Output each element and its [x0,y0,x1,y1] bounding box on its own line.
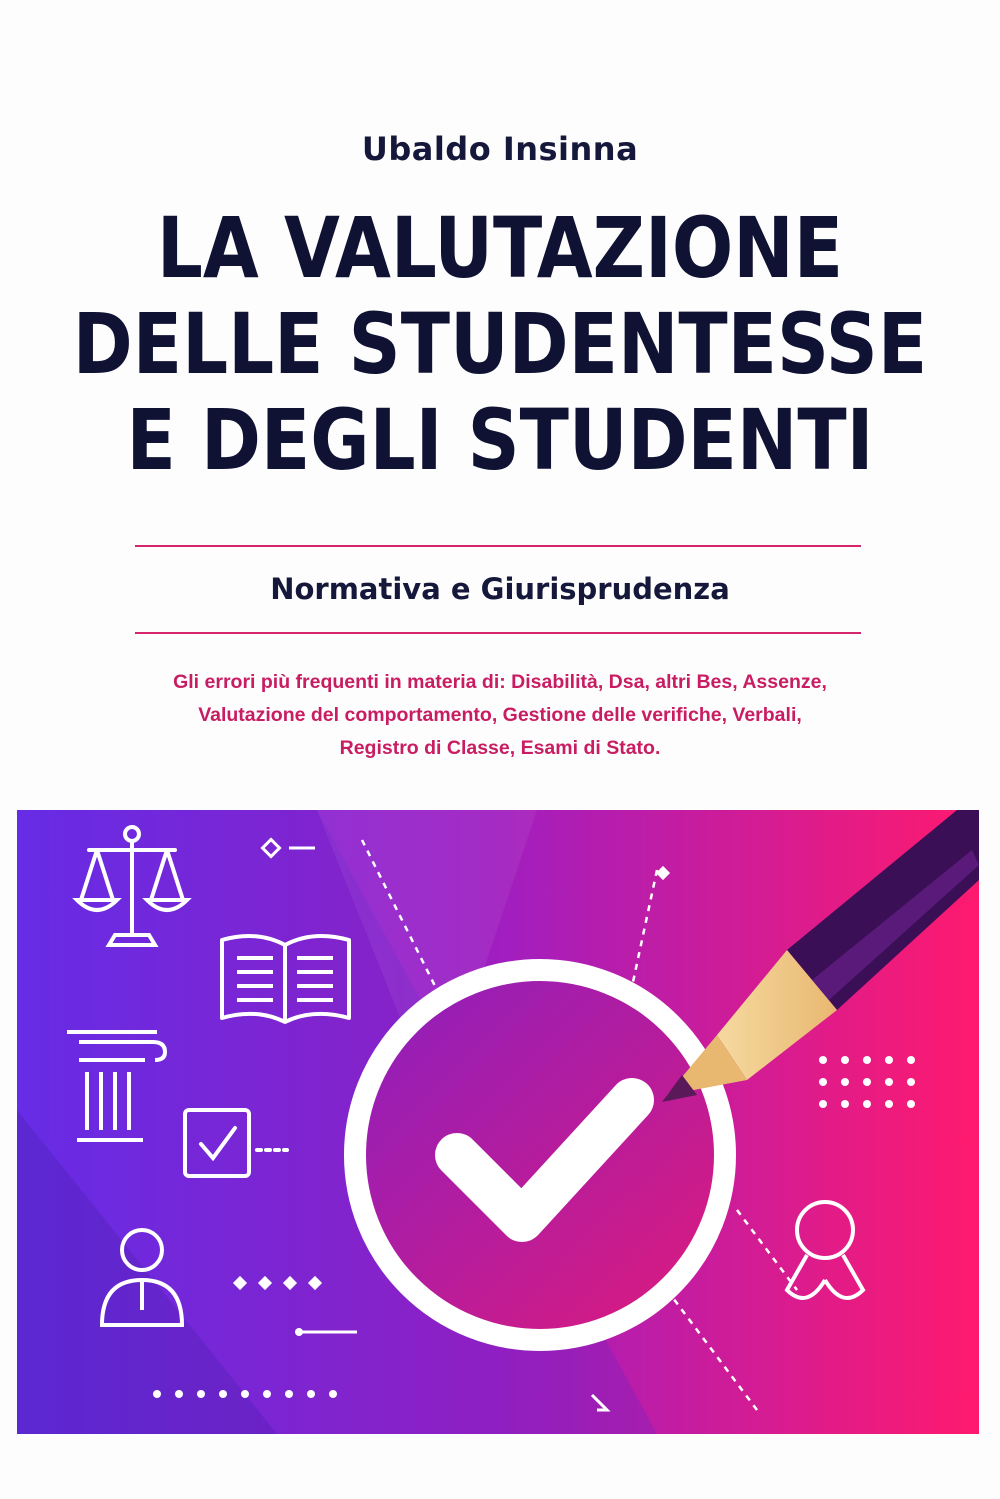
checkmark-circle-icon [355,970,725,1340]
title-line-1: LA VALUTAZIONE [156,199,844,297]
title-line-2: DELLE STUDENTESSE [72,295,928,393]
cover-illustration [17,810,979,1434]
book-title [0,200,1000,488]
title-line-3: E DEGLI STUDENTI [126,391,874,489]
topics-blurb [140,666,860,765]
subtitle: Normativa e Giurisprudenza [270,572,730,606]
topics-line-3: Registro di Classe, Esami di Stato. [339,737,661,759]
divider-bottom [135,632,861,634]
author-name: Ubaldo Insinna [361,130,639,168]
topics-line-1: Gli errori più frequenti in materia di: Disabilità, Dsa, altri Bes, Assenze, [173,671,827,693]
topics-line-2: Valutazione del comportamento, Gestione delle verifiche, Verbali, [198,704,802,726]
divider-top [135,545,861,547]
